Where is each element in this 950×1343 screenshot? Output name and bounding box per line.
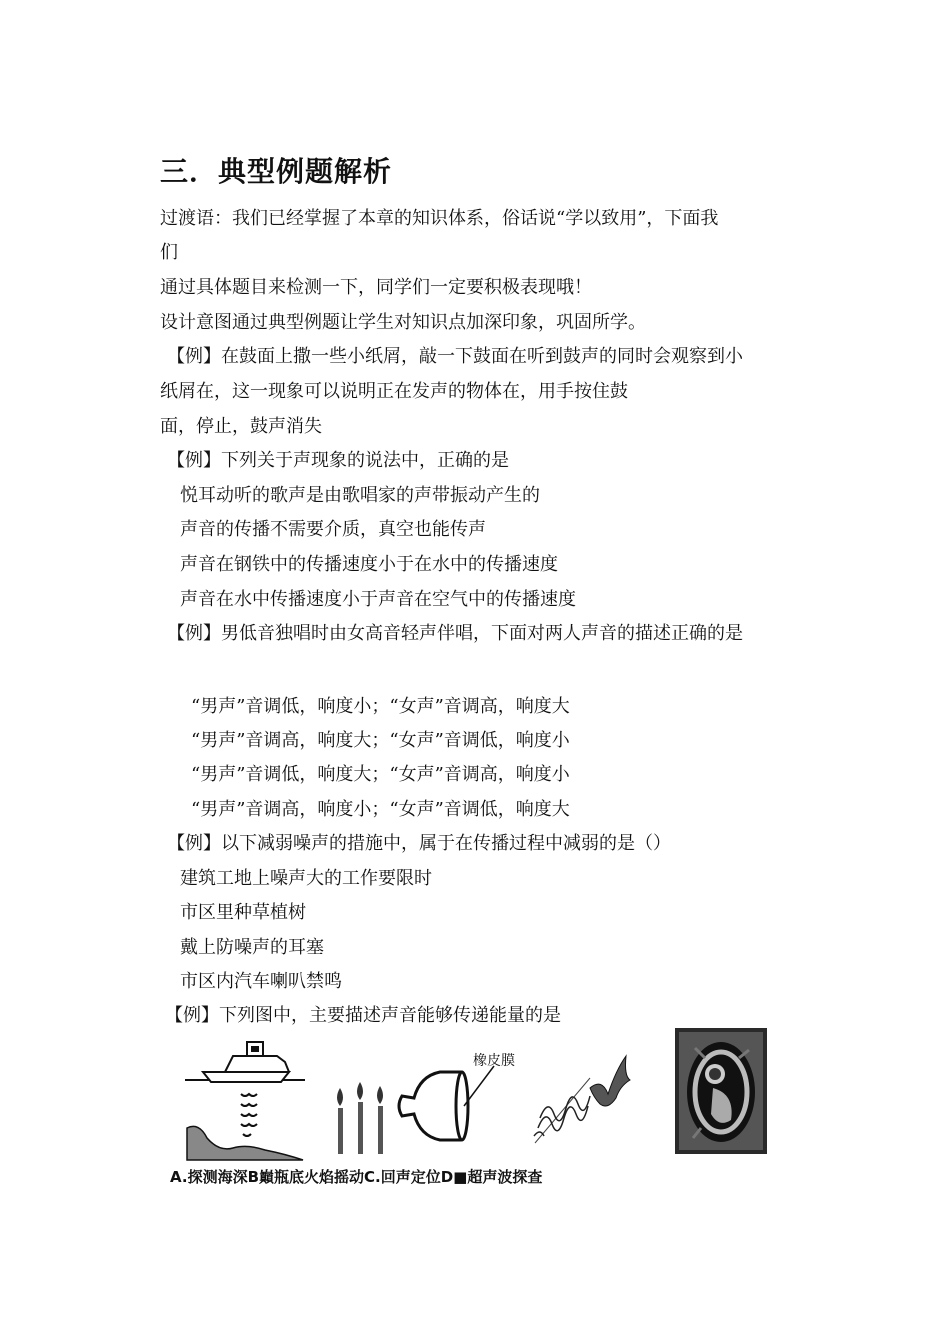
intro-line-1: 过渡语：我们已经掌握了本章的知识体系，俗话说“学以致用”，下面我 [160, 208, 719, 229]
rubber-membrane-label: 橡皮膜 [473, 1053, 515, 1069]
example-3-option: “男声”音调高，响度大；“女声”音调低，响度小 [191, 730, 570, 751]
intro-line-3: 通过具体题目来检测一下，同学们一定要积极表现哦！ [160, 277, 592, 298]
example-4-option: 戴上防噪声的耳塞 [180, 937, 324, 958]
example-4-option: 市区里种草植树 [180, 902, 306, 923]
example-5-question: 【例】下列图中，主要描述声音能够传递能量的是 [165, 1005, 561, 1026]
candle-flames [337, 1082, 383, 1154]
example-2-option: 声音的传播不需要介质，真空也能传声 [180, 519, 486, 540]
example-5-figures [185, 1028, 785, 1163]
example-4-option: 建筑工地上噪声大的工作要限时 [180, 868, 432, 889]
ship-sonar-illustration [185, 1032, 305, 1162]
example-2-option: 声音在水中传播速度小于声音在空气中的传播速度 [180, 589, 576, 610]
example-2-option: 声音在钢铁中的传播速度小于在水中的传播速度 [180, 554, 558, 575]
example-1-line-2: 纸屑在，这一现象可以说明正在发声的物体在，用手按住鼓 [160, 381, 628, 402]
example-4-option: 市区内汽车喇叭禁鸣 [180, 971, 342, 992]
section-title: 三．典型例题解析 [160, 155, 393, 188]
example-2-option: 悦耳动听的歌声是由歌唱家的声带振动产生的 [180, 485, 540, 506]
example-1-line-3: 面，停止，鼓声消失 [160, 416, 322, 437]
intro-line-2: 们 [160, 242, 178, 263]
example-3-question: 【例】男低音独唱时由女高音轻声伴唱，下面对两人声音的描述正确的是 [167, 623, 743, 644]
example-3-option: “男声”音调低，响度小；“女声”音调高，响度大 [191, 696, 570, 717]
example-3-option: “男声”音调低，响度大；“女声”音调高，响度小 [191, 764, 570, 785]
example-5-caption: A.探测海深B巔瓶底火焰摇动C.回声定位D■超声波探查 [170, 1168, 543, 1186]
example-1-line-1: 【例】在鼓面上撒一些小纸屑，敲一下鼓面在听到鼓声的同时会观察到小 [167, 346, 743, 367]
design-intent-line: 设计意图通过典型例题让学生对知识点加深印象，巩固所学。 [160, 312, 646, 333]
example-2-question: 【例】下列关于声现象的说法中，正确的是 [167, 450, 509, 471]
ultrasound-image [675, 1028, 767, 1154]
example-4-question: 【例】以下减弱噪声的措施中，属于在传播过程中减弱的是（） [167, 833, 671, 854]
example-3-option: “男声”音调高，响度小；“女声”音调低，响度大 [191, 799, 570, 820]
bat-echolocation-illustration [530, 1048, 640, 1148]
